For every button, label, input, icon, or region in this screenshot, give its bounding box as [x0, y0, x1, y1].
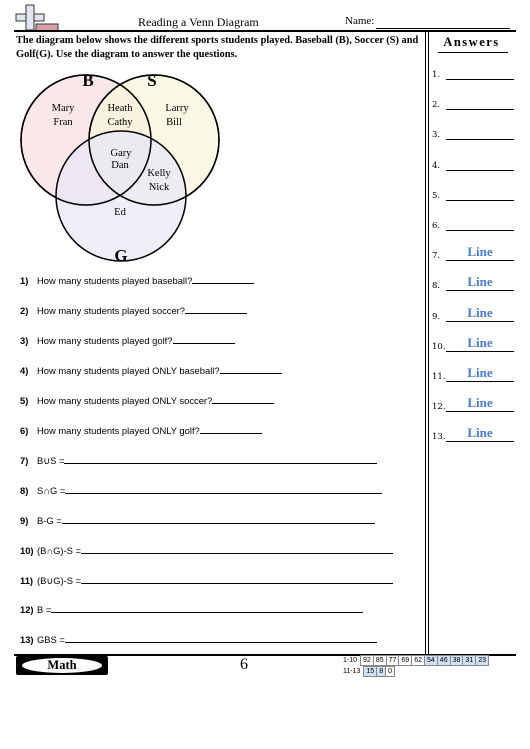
- answer-row: [432, 64, 516, 80]
- question-text: How many students played ONLY golf?: [37, 425, 200, 436]
- page-number: 6: [240, 656, 248, 673]
- answer-number: 10.: [432, 341, 446, 352]
- question-number: 7): [20, 455, 29, 466]
- venn-name: Dan: [111, 160, 129, 171]
- answer-number: 13.: [432, 432, 446, 443]
- answer-blank[interactable]: [81, 544, 393, 554]
- column-divider: [428, 31, 429, 654]
- answer-row: [432, 155, 516, 171]
- instructions: The diagram below shows the different sports students played. Baseball (B), Soccer (S) and Golf(G). Use the diagram to answer the questions.: [16, 35, 419, 60]
- venn-name: Mary: [51, 103, 75, 114]
- answer-line[interactable]: [446, 230, 514, 231]
- score-cell: 46: [437, 656, 450, 666]
- answer-value: Line: [467, 274, 493, 290]
- subject-label: Math: [22, 658, 102, 673]
- score-table: [343, 655, 489, 677]
- question: [20, 334, 235, 346]
- answer-value: Line: [467, 244, 493, 260]
- question-number: 5): [20, 395, 29, 406]
- answer-blank[interactable]: [212, 394, 274, 404]
- question-number: 10): [20, 545, 34, 556]
- question-text: GBS =: [37, 634, 65, 645]
- venn-label-g: G: [114, 246, 128, 264]
- answer-blank[interactable]: [65, 633, 377, 643]
- venn-label-b: B: [82, 71, 94, 90]
- score-cell: 69: [399, 656, 412, 666]
- answer-value: Line: [467, 425, 493, 441]
- answer-line[interactable]: [446, 381, 514, 382]
- answers-heading: Answers: [443, 35, 500, 49]
- answer-row: [432, 306, 516, 322]
- answer-line[interactable]: [446, 139, 514, 140]
- answer-line[interactable]: [446, 321, 514, 322]
- answer-blank[interactable]: [62, 514, 375, 524]
- question: [20, 394, 274, 406]
- answer-row: [432, 275, 516, 291]
- venn-name: Gary: [110, 148, 132, 159]
- venn-name: Bill: [166, 117, 182, 128]
- answer-number: 9.: [432, 311, 441, 322]
- score-cell: 54: [425, 656, 438, 666]
- question-text: (B∩G)-S =: [37, 545, 81, 556]
- answers-heading-underline: [438, 52, 508, 53]
- answer-value: Line: [467, 365, 493, 380]
- answer-value: Line: [467, 304, 493, 320]
- answer-blank[interactable]: [200, 424, 262, 434]
- question-number: 3): [20, 335, 29, 346]
- question-number: 4): [20, 365, 29, 376]
- answer-line[interactable]: [446, 200, 514, 201]
- question-number: 1): [20, 275, 29, 286]
- answer-value: Line: [467, 395, 493, 411]
- question-number: 8): [20, 485, 29, 496]
- question-text: How many students played ONLY baseball?: [37, 365, 220, 376]
- question: [20, 514, 375, 526]
- score-range-label: 1-10: [343, 657, 358, 664]
- answer-blank[interactable]: [81, 574, 393, 584]
- answer-row: [432, 336, 516, 352]
- question-text: B-G =: [37, 515, 62, 526]
- column-divider: [425, 31, 426, 654]
- answer-number: 6.: [432, 221, 441, 231]
- venn-name: Nick: [148, 182, 170, 193]
- question-number: 2): [20, 305, 29, 316]
- score-cell: 77: [386, 656, 399, 666]
- answer-number: 8.: [432, 281, 441, 292]
- answer-row: [432, 185, 516, 201]
- question: [20, 574, 393, 587]
- question-text: B =: [37, 604, 52, 615]
- score-cell: 0: [386, 667, 395, 677]
- score-cell: 15: [364, 667, 377, 677]
- answer-number: 11.: [432, 372, 446, 382]
- question-text: B∪S =: [37, 455, 65, 466]
- venn-name: Kelly: [147, 168, 171, 179]
- answer-number: 7.: [432, 251, 441, 262]
- answer-blank[interactable]: [173, 334, 235, 344]
- answer-number: 3.: [432, 130, 441, 141]
- score-range-label: 11-13: [343, 668, 361, 675]
- answer-line[interactable]: [446, 290, 514, 291]
- score-cell: 31: [463, 656, 476, 666]
- logo-icon: [14, 4, 60, 32]
- answer-row: [432, 215, 516, 231]
- question-number: 12): [20, 604, 34, 615]
- answer-number: 4.: [432, 160, 441, 171]
- answer-line[interactable]: [446, 109, 514, 110]
- name-field[interactable]: [376, 28, 510, 29]
- venn-name: Fran: [53, 117, 73, 128]
- answer-number: 2.: [432, 100, 441, 111]
- question-text: (B∪G)-S =: [37, 575, 82, 586]
- answer-row: [432, 426, 516, 442]
- answer-row: [432, 366, 516, 382]
- question-text: S∩G =: [37, 485, 66, 496]
- answer-value: Line: [467, 334, 493, 350]
- question-number: 9): [20, 515, 29, 526]
- answer-blank[interactable]: [220, 364, 282, 374]
- question: [20, 454, 377, 467]
- question-text: How many students played soccer?: [37, 305, 185, 316]
- answer-line[interactable]: [446, 170, 514, 171]
- question: [20, 633, 377, 645]
- venn-diagram: [14, 64, 229, 264]
- answer-line[interactable]: [446, 79, 514, 80]
- header-divider: [14, 30, 516, 32]
- question: [20, 364, 282, 376]
- venn-name: Ed: [114, 207, 126, 218]
- answer-row: [432, 396, 516, 412]
- question-number: 6): [20, 425, 29, 436]
- score-cell: 38: [450, 656, 463, 666]
- answer-blank[interactable]: [185, 304, 247, 314]
- answer-row: [432, 124, 516, 140]
- name-label: Name:: [345, 15, 375, 27]
- question-number: 11): [20, 575, 34, 586]
- question: [20, 304, 247, 316]
- answer-line[interactable]: [446, 260, 514, 261]
- answer-number: 12.: [432, 402, 446, 413]
- answer-row: [432, 94, 516, 110]
- score-cell: 23: [476, 656, 489, 666]
- question-text: How many students played golf?: [37, 335, 173, 346]
- subject-badge: [16, 656, 108, 675]
- question: [20, 484, 382, 496]
- venn-label-s: S: [147, 71, 157, 90]
- score-cell: 62: [412, 656, 425, 666]
- answer-line[interactable]: [446, 351, 514, 352]
- score-cell: 92: [361, 656, 374, 666]
- question: [20, 603, 363, 615]
- answer-number: 1.: [432, 70, 441, 80]
- venn-name: Cathy: [107, 117, 133, 128]
- answer-line[interactable]: [446, 441, 514, 442]
- score-cell: 8: [377, 667, 386, 677]
- answer-row: [432, 245, 516, 261]
- answer-blank[interactable]: [64, 454, 377, 464]
- question: [20, 544, 393, 556]
- question-number: 13): [20, 634, 34, 645]
- answer-blank[interactable]: [51, 603, 363, 613]
- answer-blank[interactable]: [192, 274, 254, 284]
- score-cell: 85: [373, 656, 386, 666]
- venn-name: Larry: [165, 103, 189, 114]
- answer-number: 5.: [432, 190, 441, 201]
- answer-line[interactable]: [446, 411, 514, 412]
- question: [20, 274, 254, 286]
- question-text: How many students played baseball?: [37, 275, 193, 286]
- question-text: How many students played ONLY soccer?: [37, 395, 213, 406]
- page-title: Reading a Venn Diagram: [138, 15, 259, 29]
- question: [20, 424, 262, 436]
- venn-name: Heath: [107, 103, 133, 114]
- answer-blank[interactable]: [65, 484, 382, 494]
